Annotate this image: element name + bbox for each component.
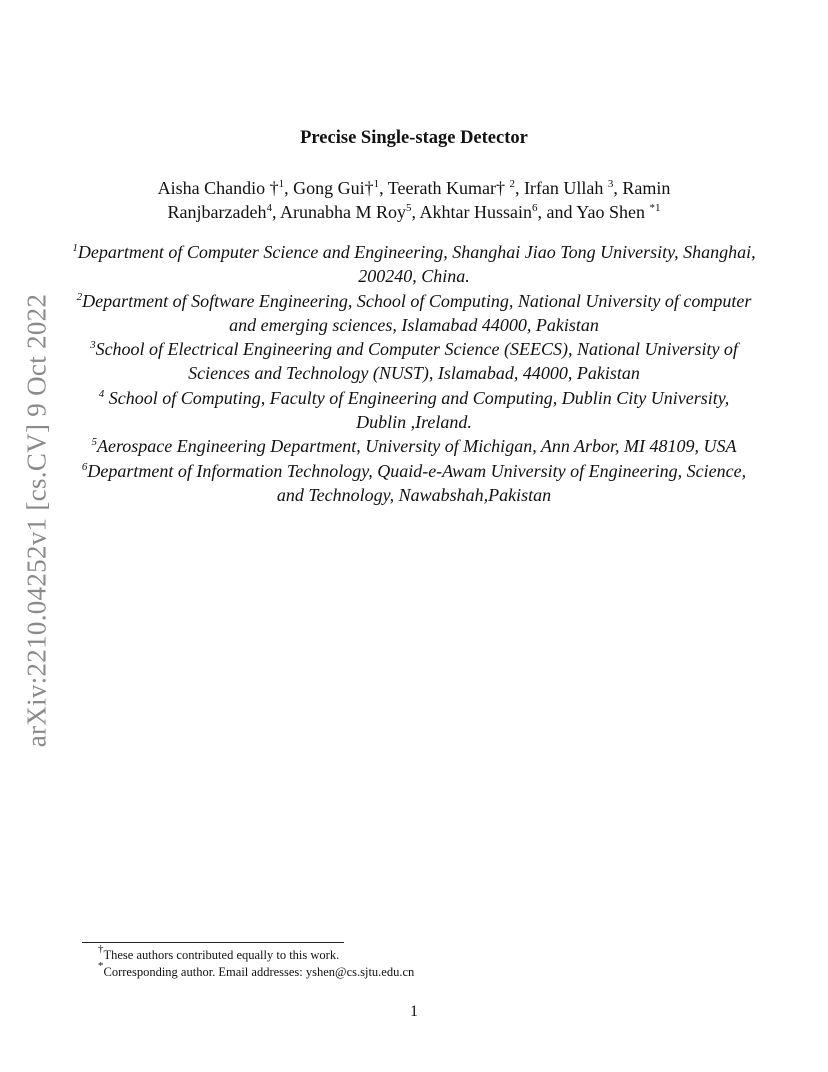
author-affil-mark: 2 — [509, 178, 515, 190]
author-affil-mark: 5 — [405, 202, 412, 214]
affiliation-item — [72, 289, 756, 338]
affiliation-item — [72, 240, 756, 289]
footnote-list — [98, 943, 415, 981]
author-entry: , Arunabha M Roy — [271, 202, 406, 222]
affiliation-text: School of Computing, Faculty of Engineering and Computing, Dublin City University, Dublin ,Ireland. — [104, 387, 730, 433]
footnote-mark: † — [98, 943, 104, 955]
affiliation-list — [72, 240, 756, 507]
author-line-2 — [90, 200, 738, 224]
footnote-text: These authors contributed equally to this work. — [103, 948, 340, 962]
paper-title: Precise Single-stage Detector — [300, 128, 528, 148]
affiliation-item — [72, 337, 756, 386]
author-affil-mark: 1 — [278, 178, 285, 190]
affiliation-item — [72, 386, 756, 435]
affiliation-mark: 3 — [90, 339, 96, 352]
footnote-equal-contribution — [98, 943, 414, 964]
affiliation-item — [72, 434, 756, 458]
affiliation-mark: 4 — [98, 387, 105, 400]
author-entry: , and Yao Shen — [537, 202, 650, 222]
affiliation-mark: 1 — [72, 242, 78, 254]
author-entry: , Irfan Ullah — [514, 178, 608, 198]
author-affil-mark: 1 — [373, 178, 380, 190]
author-entry: Aisha Chandio † — [157, 178, 279, 198]
footnote-divider — [82, 942, 344, 943]
affiliation-text: School of Electrical Engineering and Computer Science (SEECS), National University of Sciences and Technology (NUST), Islamabad, 44000, Pakistan — [95, 339, 738, 384]
author-affil-mark: 3 — [607, 178, 614, 190]
arxiv-identifier-stamp — [20, 290, 54, 750]
affiliation-text: Department of Software Engineering, School of Computing, National University of computer and emerging sciences, Islamabad 44000, Pakistan — [82, 290, 752, 335]
author-line-1 — [90, 176, 738, 200]
affiliation-mark: 5 — [91, 436, 97, 449]
footnote-mark: * — [98, 960, 104, 972]
author-entry: , Teerath Kumar† — [379, 178, 510, 198]
author-affil-mark: *1 — [649, 202, 661, 214]
affiliation-mark: 6 — [81, 460, 88, 473]
author-affil-mark: 4 — [266, 202, 272, 214]
author-entry: , Gong Gui† — [284, 178, 374, 198]
author-entry: , Ramin — [613, 178, 671, 198]
page-number: 1 — [410, 1003, 418, 1020]
footnote-text: Corresponding author. Email addresses: yshen@cs.sjtu.edu.cn — [103, 965, 415, 979]
affiliation-text: Department of Computer Science and Engineering, Shanghai Jiao Tong University, Shanghai, 200240, China. — [77, 242, 756, 287]
author-list — [90, 176, 738, 224]
author-entry: Ranjbarzadeh — [167, 202, 267, 222]
affiliation-mark: 2 — [76, 290, 83, 303]
author-entry: , Akhtar Hussain — [411, 202, 532, 222]
affiliation-text: Aerospace Engineering Department, University of Michigan, Ann Arbor, MI 48109, USA — [96, 436, 737, 457]
arxiv-identifier-text: arXiv:2210.04252v1 [cs.CV] 9 Oct 2022 — [21, 293, 52, 747]
footnote-corresponding-author — [98, 960, 415, 981]
affiliation-text: Department of Information Technology, Quaid-e-Awam University of Engineering, Science, and Technology, Nawabshah,Pakistan — [87, 460, 747, 505]
author-affil-mark: 6 — [531, 202, 538, 214]
affiliation-item — [72, 459, 756, 508]
